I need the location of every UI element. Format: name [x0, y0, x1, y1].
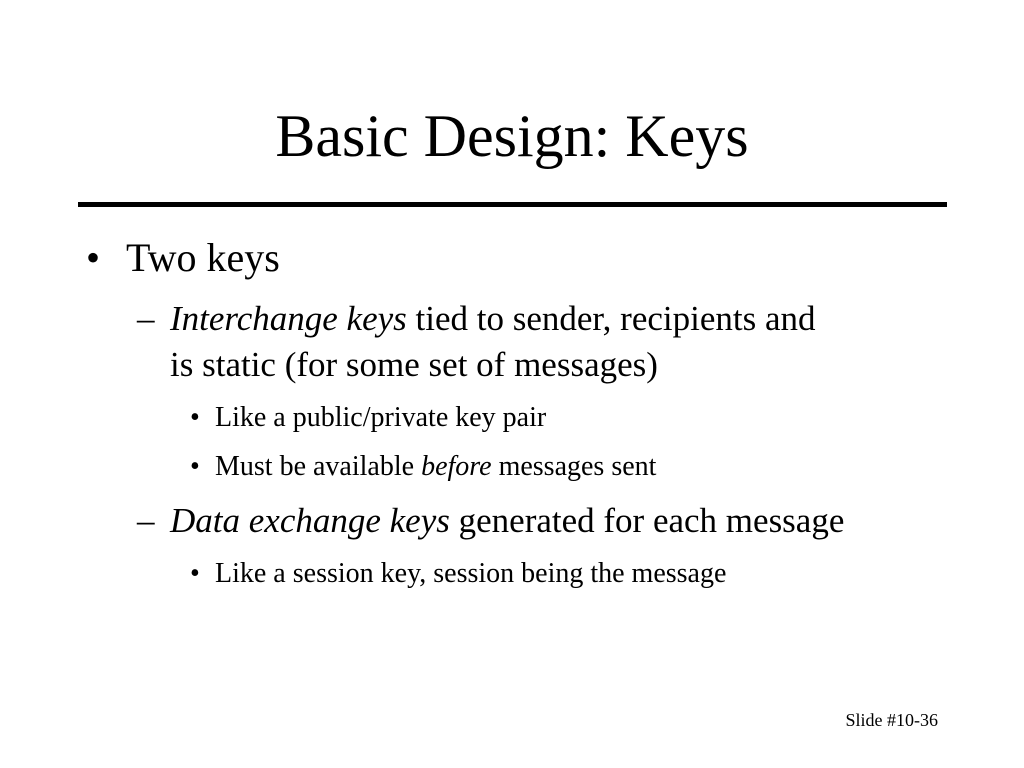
title-divider	[78, 202, 947, 207]
interchange-keys-term: Interchange keys	[170, 299, 407, 338]
bullet-key-pair: Like a public/private key pair	[215, 402, 547, 433]
bullet-interchange-keys-cont: is static (for some set of messages)	[170, 345, 658, 384]
sub-bullet-marker: •	[190, 402, 200, 433]
sub-bullet-marker: •	[190, 558, 200, 589]
bullet-session-key: Like a session key, session being the message	[215, 558, 727, 589]
bullet-data-exchange-keys	[170, 499, 844, 543]
interchange-keys-desc: tied to sender, recipients and	[406, 299, 816, 338]
available-pre: Must be available	[215, 451, 422, 482]
data-exchange-keys-desc: generated for each message	[449, 501, 845, 540]
slide-title: Basic Design: Keys	[275, 103, 749, 169]
available-post: messages sent	[491, 451, 657, 482]
slide-number: Slide #10-36	[845, 710, 938, 730]
bullet-available-before	[215, 450, 656, 484]
bullet-two-keys: Two keys	[126, 235, 280, 280]
dash-marker: –	[137, 299, 155, 338]
bullet-interchange-keys	[170, 297, 816, 341]
data-exchange-keys-term: Data exchange keys	[170, 501, 450, 540]
sub-bullet-marker: •	[190, 451, 200, 482]
before-term: before	[421, 451, 492, 482]
dash-marker: –	[137, 501, 155, 540]
bullet-marker: •	[86, 235, 101, 280]
